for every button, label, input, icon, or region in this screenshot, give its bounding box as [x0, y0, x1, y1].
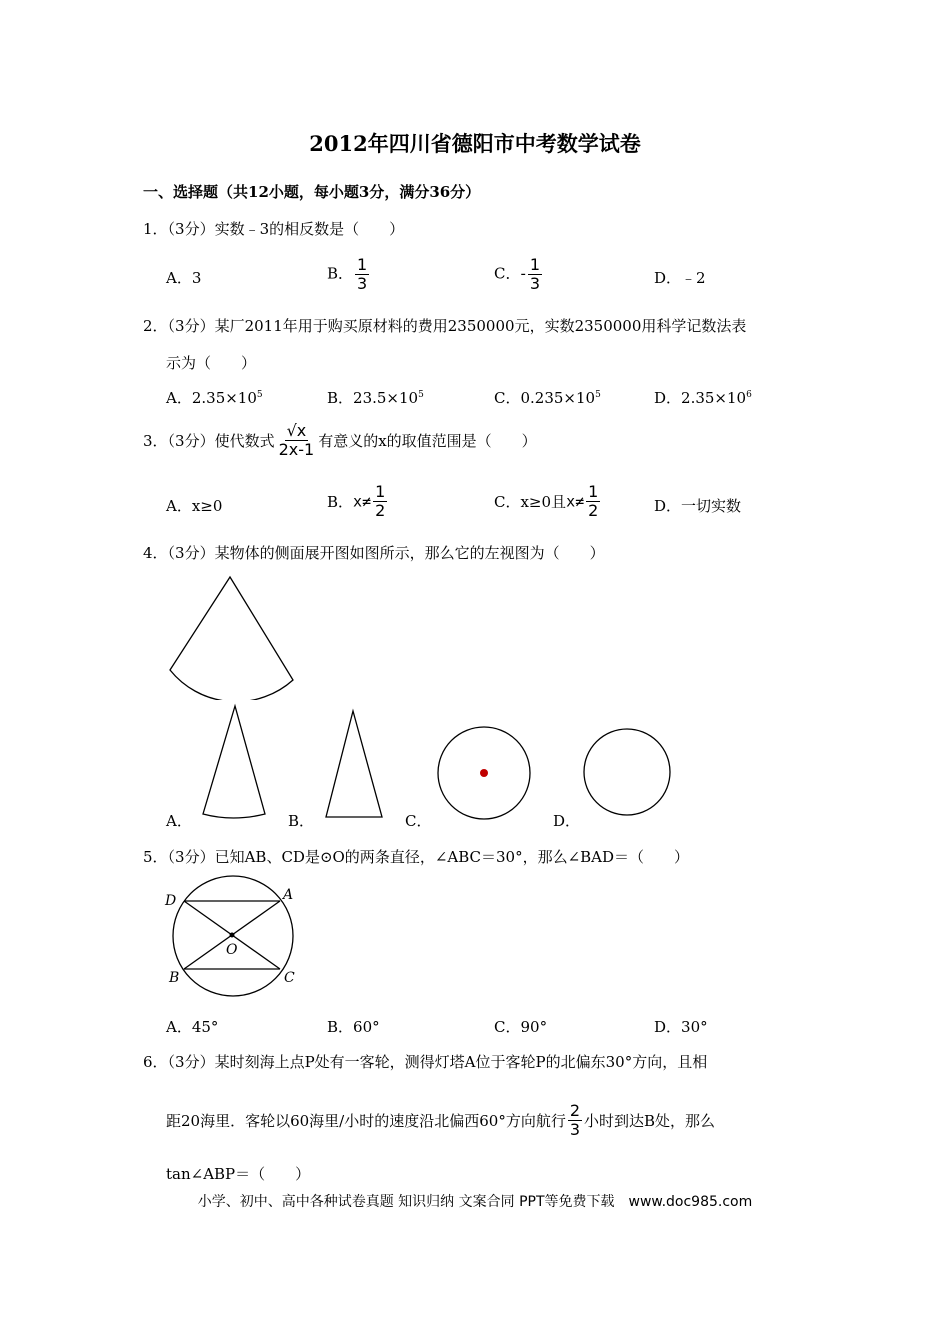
q1-option-a: A．3 — [166, 269, 202, 287]
line2-prefix: 距20海里．客轮以60海里/小时的速度沿北偏西60°方向航行 — [166, 1112, 566, 1130]
q4-option-b: B． — [288, 812, 315, 830]
option-label: C．x≥0且 — [494, 493, 567, 511]
q3-option-a: A．x≥0 — [166, 497, 223, 515]
q5-option-d: D．30° — [654, 1018, 708, 1036]
circle-shape — [584, 729, 670, 815]
point-label-d: D — [165, 893, 177, 909]
sector-net-figure — [160, 575, 305, 700]
q3-option-c — [494, 483, 602, 520]
q4-option-d: D． — [553, 812, 581, 830]
question-5-stem: 5．（3分）已知AB、CD是⊙O的两条直径，∠ABC＝30°，那么∠BAD＝（ ） — [143, 848, 690, 866]
q5-option-b: B．60° — [327, 1018, 380, 1036]
question-6-line1: 6．（3分）某时刻海上点P处有一客轮，测得灯塔A位于客轮P的北偏东30°方向，且相 — [143, 1053, 708, 1071]
q2-option-a — [166, 387, 263, 408]
question-6-line2 — [166, 1102, 715, 1139]
fraction-numerator: 2 — [569, 1101, 581, 1120]
point-label-a: A — [283, 887, 294, 903]
fraction-numerator: 1 — [357, 255, 368, 274]
option-text: C．0.235×10 — [494, 389, 596, 407]
triangle-shape — [326, 711, 382, 817]
section-heading: 一、选择题（共12小题，每小题3分，满分36分） — [143, 183, 481, 201]
fraction-denominator: 2 — [375, 501, 386, 520]
footer-text: 小学、初中、高中各种试卷真题 知识归纳 文案合同 PPT等免费下载 www.doc985.com — [197, 1194, 753, 1210]
fraction-numerator: 1 — [375, 482, 386, 501]
exponent: 6 — [746, 390, 752, 400]
q5-option-c: C．90° — [494, 1018, 548, 1036]
exponent: 5 — [595, 390, 601, 400]
question-4-stem: 4．（3分）某物体的侧面展开图如图所示，那么它的左视图为（ ） — [143, 544, 605, 562]
inequality: x≠ — [566, 492, 585, 511]
q1-option-c — [494, 256, 544, 293]
fraction-numerator: √x — [286, 421, 307, 440]
q3-option-b-fraction — [373, 483, 387, 520]
q4-figure-a-frustum — [195, 702, 275, 822]
q2-option-b — [327, 387, 424, 408]
q1-option-b — [327, 256, 371, 293]
q3-expression-fraction — [277, 422, 317, 459]
line2-suffix: 小时到达B处，那么 — [584, 1112, 716, 1130]
q1-option-d: D．﹣2 — [654, 269, 706, 287]
q1-option-b-label: B． — [327, 264, 354, 283]
fraction-denominator: 3 — [529, 274, 541, 293]
option-text: B．23.5×10 — [327, 389, 419, 407]
point-label-c: C — [284, 970, 295, 986]
point-label-o: O — [226, 942, 238, 958]
q1-option-b-fraction — [355, 256, 369, 293]
fraction-numerator: 1 — [588, 482, 599, 501]
stem-prefix: 3．（3分）使代数式 — [143, 432, 275, 450]
q1-option-c-label: C． — [494, 264, 521, 283]
exponent: 5 — [418, 390, 424, 400]
q3-option-b — [327, 483, 389, 520]
center-dot — [480, 769, 488, 777]
question-2-stem-line1: 2．（3分）某厂2011年用于购买原材料的费用2350000元，实数2350000用科学记数法表 — [143, 317, 747, 335]
q4-option-c: C． — [405, 812, 432, 830]
center-point — [230, 933, 235, 938]
q4-figure-b-triangle — [320, 707, 390, 822]
option-text: D．2.35×10 — [654, 389, 747, 407]
q2-option-d — [654, 387, 752, 408]
stem-suffix: 有意义的x的取值范围是（ ） — [318, 432, 537, 450]
question-1-stem: 1．（3分）实数﹣3的相反数是（ ） — [143, 220, 405, 238]
minus-sign: - — [520, 264, 526, 283]
point-label-b: B — [169, 970, 180, 986]
inequality: x≠ — [353, 492, 372, 511]
q5-option-a: A．45° — [166, 1018, 219, 1036]
fraction-denominator: 2 — [588, 501, 599, 520]
option-label: B． — [327, 493, 354, 511]
q6-fraction — [568, 1102, 582, 1139]
question-2-stem-line2: 示为（ ） — [166, 354, 257, 372]
q3-option-c-fraction — [586, 483, 600, 520]
fraction-numerator: 1 — [529, 255, 541, 274]
q4-figure-d-circle — [578, 722, 678, 822]
question-3-stem — [143, 422, 537, 459]
q3-option-d: D．一切实数 — [654, 497, 742, 515]
exponent: 5 — [256, 390, 263, 400]
page-title: 2012年四川省德阳市中考数学试卷 — [309, 131, 641, 156]
q4-option-a: A． — [166, 812, 192, 830]
question-6-line3: tan∠ABP＝（ ） — [166, 1165, 311, 1183]
fraction-denominator: 2x-1 — [278, 440, 315, 459]
q1-option-c-fraction — [528, 256, 542, 293]
sector-shape — [170, 577, 293, 700]
q5-circle-diagram — [160, 872, 305, 1002]
option-text: A．2.35×10 — [166, 389, 257, 407]
fraction-denominator: 3 — [569, 1120, 581, 1139]
fraction-denominator: 3 — [357, 274, 368, 293]
q4-figure-c-circle-with-center — [432, 722, 536, 826]
q2-option-c — [494, 387, 601, 408]
frustum-shape — [203, 706, 265, 818]
